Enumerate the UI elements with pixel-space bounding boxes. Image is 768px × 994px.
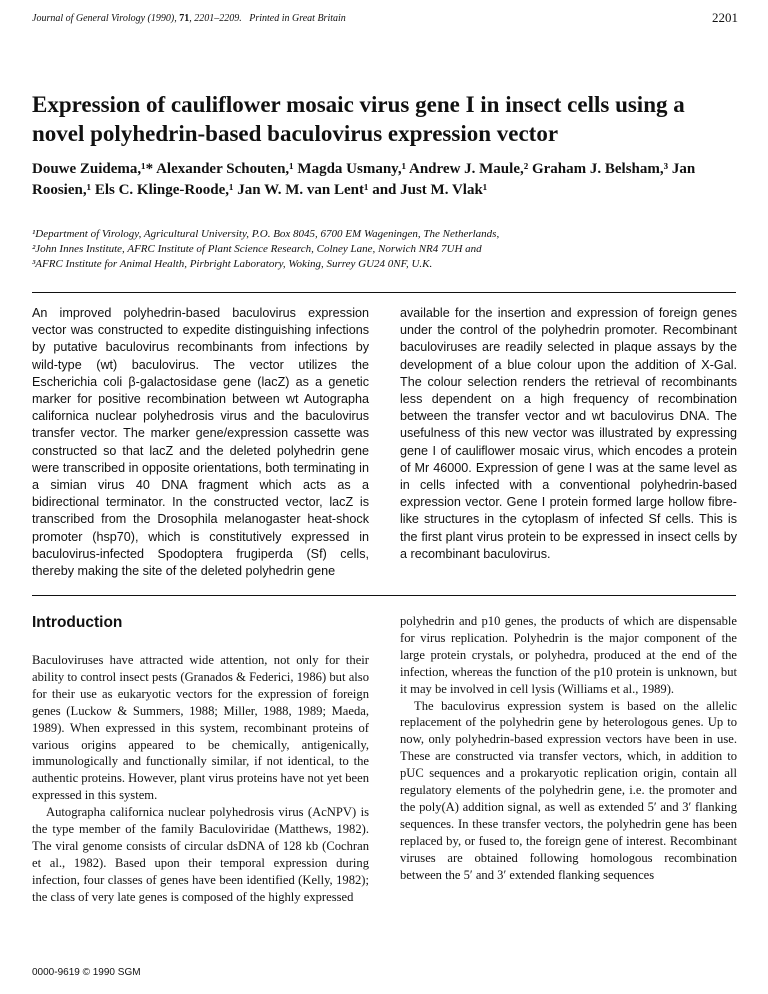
intro-paragraph-1: Baculoviruses have attracted wide attention, not only for their ability to control insect pests (Granados & Federici, 1986) but also for their use as eukaryotic vectors for the expression of foreign genes (Luckow & Summers, 1988; Miller, 1988, 1989; Maeda, 1989). When expressed in this system, recombinant proteins of various origins appeared to be chemically, antigenically, immunologically and functionally similar, if not identical, to the authentic proteins. However, plant virus proteins have not yet been expressed in this system. <box>32 653 369 803</box>
page-number: 2201 <box>712 10 738 25</box>
copyright-footer: 0000-9619 © 1990 SGM <box>32 967 141 978</box>
abstract-top-rule <box>32 292 736 293</box>
printed-note: Printed in Great Britain <box>249 13 346 24</box>
journal-year-pages: (1990), <box>147 13 180 24</box>
affiliation-2: ²John Innes Institute, AFRC Institute of Plant Science Research, Colney Lane, Norwich NR4 7UH and <box>32 243 482 255</box>
journal-volume: 71 <box>179 13 190 24</box>
introduction-right-column <box>400 613 737 884</box>
affiliations <box>32 227 752 272</box>
affiliation-3: ³AFRC Institute for Animal Health, Pirbright Laboratory, Woking, Surrey GU24 0NF, U.K. <box>32 258 433 270</box>
section-heading-introduction: Introduction <box>32 614 123 631</box>
journal-pages: , 2201–2209. <box>189 13 242 24</box>
intro-paragraph-4: The baculovirus expression system is based on the allelic replacement of the polyhedrin gene by heterologous genes. Up to now, only polyhedrin-based expression vectors have been in use. These are constructed via transfer vectors, which, in addition to pUC sequences and a prokaryotic replication origin, contain all regulatory elements of the polyhedrin gene, i.e. the promoter and the poly(A) addition signal, as well as extended 5′ and 3′ flanking sequences. In these transfer vectors, the polyhedrin gene has been replaced by, or fused to, the foreign gene of interest. Recombinant viruses are obtained following homologous recombination between the 5′ and 3′ extended flanking sequences <box>400 698 737 882</box>
article-title: Expression of cauliflower mosaic virus gene I in insect cells using a novel polyhedrin-based baculovirus expression vector <box>32 92 685 146</box>
introduction-left-column <box>32 652 369 906</box>
affiliation-1: ¹Department of Virology, Agricultural University, P.O. Box 8045, 6700 EM Wageningen, The Netherlands, <box>32 228 500 240</box>
journal-name: Journal of General Virology <box>32 13 146 24</box>
abstract-left-column: An improved polyhedrin-based baculovirus expression vector was constructed to expedite distinguishing infections by putative baculovirus recombinants from infections by wild-type (wt) baculovirus. The vector utilizes the Escherichia coli β-galactosidase gene (lacZ) as a genetic marker for positive recombination between wt Autographa californica nuclear polyhedrosis virus and the baculovirus transfer vector. The marker gene/expression cassette was constructed so that lacZ and the deleted polyhedrin gene were transcribed in opposite orientations, both terminating in a simian virus 40 DNA fragment which acts as a bidirectional terminator. In the constructed vector, lacZ is transcribed from the Drosophila melanogaster heat-shock promoter (hsp70), which is constitutively expressed in baculovirus-infected Spodoptera frugiperda (Sf) cells, thereby making the site of the deleted polyhedrin gene <box>32 306 369 579</box>
intro-paragraph-3: polyhedrin and p10 genes, the products of which are dispensable for virus replication. Polyhedrin is the major component of the large protein crystals, or polyhedra, produced at the end of the infection, whereas the function of the p10 protein is unknown, but it may be involved in cell lysis (Williams et al., 1989). <box>400 614 737 696</box>
author-list: Douwe Zuidema,¹* Alexander Schouten,¹ Magda Usmany,¹ Andrew J. Maule,² Graham J. Belsham,³ Jan Roosien,¹ Els C. Klinge-Roode,¹ Jan W. M. van Lent¹ and Just M. Vlak¹ <box>32 161 696 198</box>
abstract-bottom-rule <box>32 595 736 596</box>
intro-paragraph-2: Autographa californica nuclear polyhedrosis virus (AcNPV) is the type member of the family Baculoviridae (Matthews, 1982). The viral genome consists of circular dsDNA of 128 kb (Cochran et al., 1982). Based upon their temporal expression during infection, four classes of genes have been identified (Kelly, 1982); the class of very late genes is composed of the highly expressed <box>32 805 369 904</box>
abstract-right-column: available for the insertion and expression of foreign genes under the control of the polyhedrin promoter. Recombinant baculoviruses are readily selected in plaque assays by the development of a blue colour upon the addition of X-Gal. The colour selection renders the retrieval of recombinants less dependent on a high frequency of recombination between the transfer vector and wt baculovirus DNA. The usefulness of this new vector was illustrated by expressing gene I of cauliflower mosaic virus, which encodes a protein of Mr 46000. Expression of gene I was at the same level as in cells infected with a conventional polyhedrin-based expression vector. Gene I protein formed large hollow fibre-like structures in the cytoplasm of infected Sf cells. This is the first plant virus protein to be expressed in insect cells by a recombinant baculovirus. <box>400 306 737 561</box>
running-head <box>32 13 346 24</box>
